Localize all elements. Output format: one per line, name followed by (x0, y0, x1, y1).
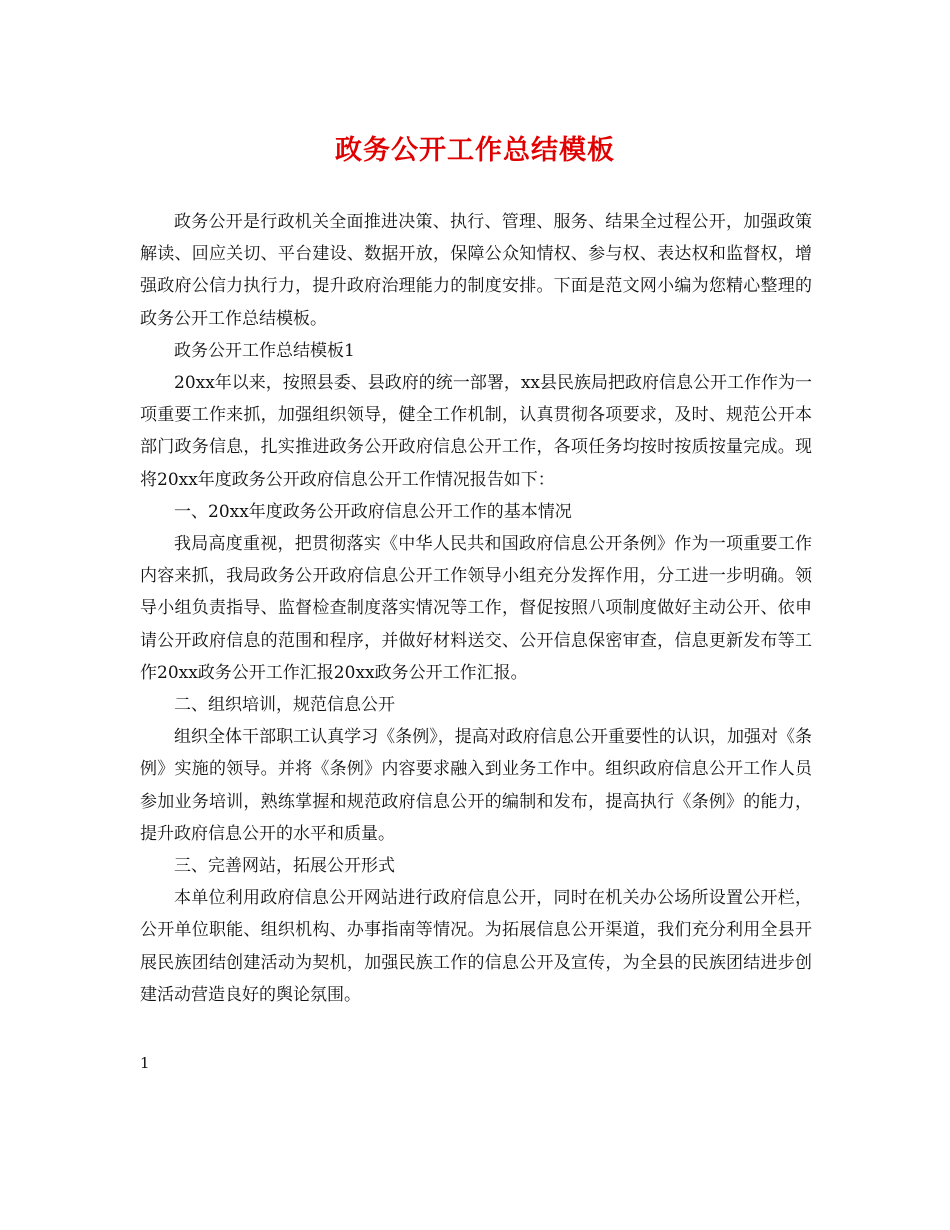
body-paragraph: 20xx年以来，按照县委、县政府的统一部署，xx县民族局把政府信息公开工作作为一项重要工作来抓，加强组织领导，健全工作机制，认真贯彻各项要求，及时、规范公开本部门政务信息，扎实推进政务公开政府信息公开工作，各项任务均按时按质按量完成。现将20xx年度政务公开政府信息公开工作情况报告如下： (140, 373, 812, 490)
section-heading-3: 三、完善网站，拓展公开形式 (174, 856, 395, 877)
document-title: 政务公开工作总结模板 (335, 135, 615, 166)
intro-paragraph: 政务公开是行政机关全面推进决策、执行、管理、服务、结果全过程公开，加强政策解读、回应关切、平台建设、数据开放，保障公众知情权、参与权、表达权和监督权，增强政府公信力执行力，提升政府治理能力的制度安排。下面是范文网小编为您精心整理的政务公开工作总结模板。 (140, 212, 812, 329)
page-number: 1 (140, 1054, 150, 1072)
body-paragraph: 本单位利用政府信息公开网站进行政府信息公开，同时在机关办公场所设置公开栏，公开单位职能、组织机构、办事指南等情况。为拓展信息公开渠道，我们充分利用全县开展民族团结创建活动为契机，加强民族工作的信息公开及宣传，为全县的民族团结进步创建活动营造良好的舆论氛围。 (140, 888, 812, 1005)
body-paragraph: 我局高度重视，把贯彻落实《中华人民共和国政府信息公开条例》作为一项重要工作内容来抓，我局政务公开政府信息公开工作领导小组充分发挥作用，分工进一步明确。领导小组负责指导、监督检查制度落实情况等工作，督促按照八项制度做好主动公开、依申请公开政府信息的范围和程序，并做好材料送交、公开信息保密审查，信息更新发布等工作20xx政务公开工作汇报20xx政务公开工作汇报。 (140, 534, 812, 683)
body-paragraph: 组织全体干部职工认真学习《条例》，提高对政府信息公开重要性的认识，加强对《条例》实施的领导。并将《条例》内容要求融入到业务工作中。组织政府信息公开工作人员参加业务培训，熟练掌握和规范政府信息公开的编制和发布，提高执行《条例》的能力，提升政府信息公开的水平和质量。 (140, 727, 812, 844)
section-heading-template-1: 政务公开工作总结模板1 (174, 340, 355, 361)
document-body (140, 206, 812, 1011)
section-heading-2: 二、组织培训，规范信息公开 (174, 695, 395, 716)
section-heading-1: 一、20xx年度政务公开政府信息公开工作的基本情况 (174, 501, 572, 522)
